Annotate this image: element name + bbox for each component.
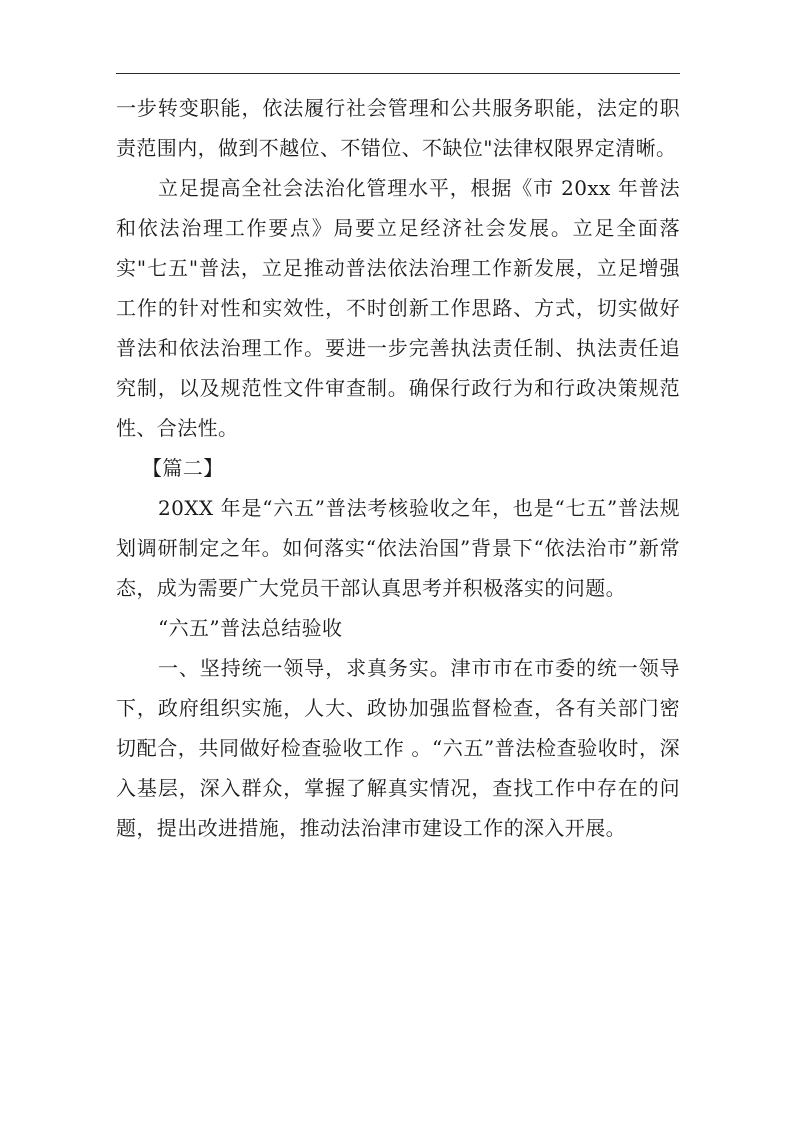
paragraph-unified-leadership: 一、坚持统一领导，求真务实。津市市在市委的统一领导下，政府组织实施，人大、政协加强监督检查，各有关部门密切配合，共同做好检查验收工作 。“六五”普法检查验收时，深入基层，深入群众，掌握了解真实情况，查找工作中存在的问题，提出改进措施，推动法治津市建设工作的深入开展。	[116, 656, 680, 840]
paragraph-intro-part-two: 20XX 年是“六五”普法考核验收之年，也是“七五”普法规划调研制定之年。如何落实“依法治国”背景下“依法治市”新常态，成为需要广大党员干部认真思考并积极落实的问题。	[116, 496, 680, 600]
subheading-summary-acceptance: “六五”普法总结验收	[158, 616, 343, 640]
paragraph-continuation: 一步转变职能，依法履行社会管理和公共服务职能，法定的职责范围内，做到不越位、不错位、不缺位"法律权限界定清晰。	[116, 96, 680, 160]
paragraph-legal-governance: 立足提高全社会法治化管理水平，根据《市 20xx 年普法和依法治理工作要点》局要立足经济社会发展。立足全面落实"七五"普法，立足推动普法依法治理工作新发展，立足增强工作的针对性和实效性，不时创新工作思路、方式，切实做好普法和依法治理工作。要进一步完善执法责任制、执法责任追究制，以及规范性文件审查制。确保行政行为和行政决策规范性、合法性。	[116, 176, 680, 440]
header-rule	[116, 73, 680, 74]
document-body	[116, 88, 680, 848]
section-heading-part-two: 【篇二】	[142, 456, 224, 480]
